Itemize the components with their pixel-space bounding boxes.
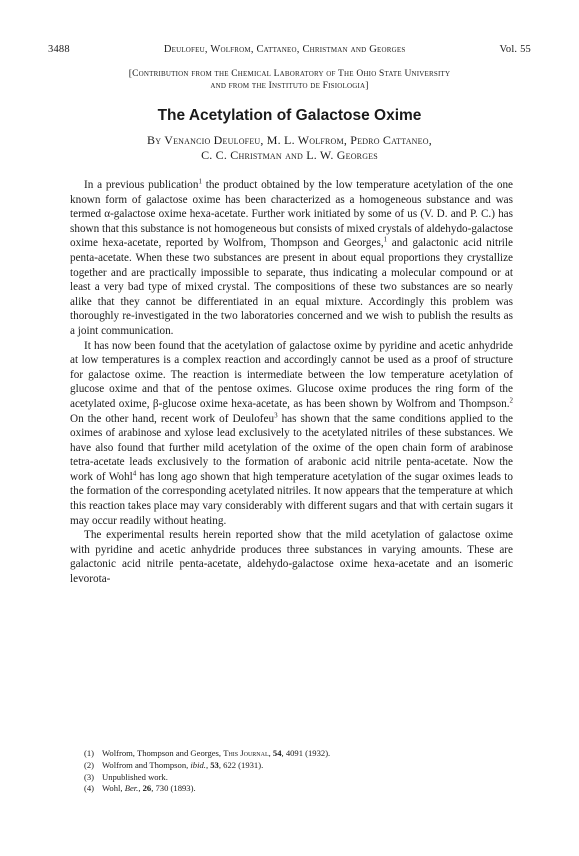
footnote-pages: , 730 (1893). <box>151 783 196 794</box>
footnote-volume: 54 <box>272 748 282 758</box>
footnote-label: (3) <box>84 771 95 782</box>
footnote-4 <box>84 783 504 795</box>
footnote-volume: 53 <box>210 759 219 770</box>
footnote-ref: 4 <box>132 469 137 478</box>
paragraph-2-text-d: has long ago shown that high temperature acetylation of the sugar oximes leads to the formation of the corresponding acetylated nitriles. It now appears that the temperature at which this reaction takes place may vary considerably with different sugars and that with certain sugars it may occur readily without heating. <box>70 470 513 527</box>
footnote-ref: 2 <box>509 396 513 405</box>
paragraph-1-text-b: the product obtained by the low temperature acetylation of the one known form of galactose oxime has been characterized as a homogeneous substance and was termed α-galactose oxime hexa-acetate. Further work initiated by some of us (V. D. and P. C.) has shown that this substance is not homogeneous but consists of mixed crystals of aldehydo-galactose oxime hexa-acetate, reported by Wolfrom, Thompson and Georges, <box>70 179 513 250</box>
running-head-authors: Deulofeu, Wolfrom, Cattaneo, Christman and Georges <box>163 44 406 55</box>
paragraph-2-text-a: It has now been found that the acetylation of galactose oxime by pyridine and acetic anhydride at low temperatures is a complex reaction and accordingly cannot be used as a proof of structure for galactose oxime. The reaction is intermediate between the low temperature acetylation of glucose oxime and that of the pentose oximes. Glucose oxime produces the ring form of the acetylated oxime, β-glucose oxime hexa-acetate, as has been shown by Wolfrom and Thompson. <box>70 339 513 410</box>
footnote-journal: This Journal <box>223 748 269 758</box>
article-body <box>70 178 513 587</box>
byline-line-1: By Venancio Deulofeu, M. L. Wolfrom, Pedro Cattaneo, <box>147 133 432 147</box>
footnotes <box>84 748 504 795</box>
footnote-2 <box>84 760 504 772</box>
page-number: 3488 <box>48 44 70 55</box>
volume-number: Vol. 55 <box>499 44 531 55</box>
paragraph-3: The experimental results herein reported show that the mild acetylation of galactose oxime with pyridine and acetic anhydride produces three substances in varying amounts. These are galactonic acid nitrile penta-acetate, aldehydo-galactose oxime hexa-acetate and an isomeric levorota- <box>70 529 513 586</box>
byline <box>48 133 531 163</box>
paragraph-1 <box>70 178 513 339</box>
contribution-line-2: and from the Instituto de Fisiologia] <box>210 81 369 91</box>
byline-line-2: C. C. Christman and L. W. Georges <box>201 148 378 162</box>
footnote-ref: 3 <box>274 410 278 419</box>
contribution-note <box>48 68 531 92</box>
footnote-text: Wohl, Ber., 26, 730 (1893). <box>102 783 196 794</box>
contribution-line-1: [Contribution from the Chemical Laboratory of The Ohio State University <box>128 69 451 79</box>
footnote-authors: Wolfrom, Thompson and Georges, <box>102 748 224 758</box>
footnote-authors: Wolfrom and Thompson, <box>102 759 191 770</box>
paragraph-2 <box>70 339 513 529</box>
footnote-ibid: ibid. <box>190 759 206 770</box>
article-title: The Acetylation of Galactose Oxime <box>157 107 422 124</box>
paragraph-2-text-b: On the other hand, recent work of Deulofeu <box>70 412 275 425</box>
footnote-3 <box>84 772 504 784</box>
footnote-journal: Ber. <box>124 783 139 794</box>
footnote-pages: , 622 (1931). <box>218 759 264 770</box>
paragraph-1-text-c: and galactonic acid nitrile penta-acetate. When these two substances are present in about equal proportions they crystallize together and are practically impossible to separate, thus indicating a molecular compound or at least a very bad type of mixed crystal. The compositions of these two substances are so nearly alike that they cannot be differentiated in an equal mixture. Accordingly this problem was thoroughly re-investigated in the two laboratories concerned and we wish to publish the results as a joint communication. <box>70 237 513 337</box>
paragraph-1-text-a: In a previous publication <box>84 179 199 191</box>
footnote-label: (4) <box>84 783 95 794</box>
footnote-ref: 1 <box>198 177 202 186</box>
footnote-volume: 26 <box>142 783 152 794</box>
footnote-label: (2) <box>84 759 95 770</box>
footnote-text: Wolfrom and Thompson, ibid., 53, 622 (1931). <box>102 759 264 770</box>
running-head <box>48 44 531 55</box>
footnote-1 <box>84 748 504 760</box>
paragraph-2-text-c: has shown that the same conditions applied to the oximes of arabinose and xylose lead exclusively to the acetylated nitriles of these substances. We have also found that further mild acetylation of the oxime of the open chain form of arabinose tetra-acetate leads exclusively to the formation of arabonic acid nitrile penta-acetate. Now the work of Wohl <box>70 412 514 483</box>
footnote-pages: , 4091 (1932). <box>281 748 331 758</box>
footnote-authors: Wohl, <box>102 783 125 794</box>
footnote-label: (1) <box>84 748 95 758</box>
footnote-ref: 1 <box>383 235 388 244</box>
footnote-text: Unpublished work. <box>102 771 168 782</box>
footnote-text: Wolfrom, Thompson and Georges, This Journal, 54, 4091 (1932). <box>102 748 331 758</box>
